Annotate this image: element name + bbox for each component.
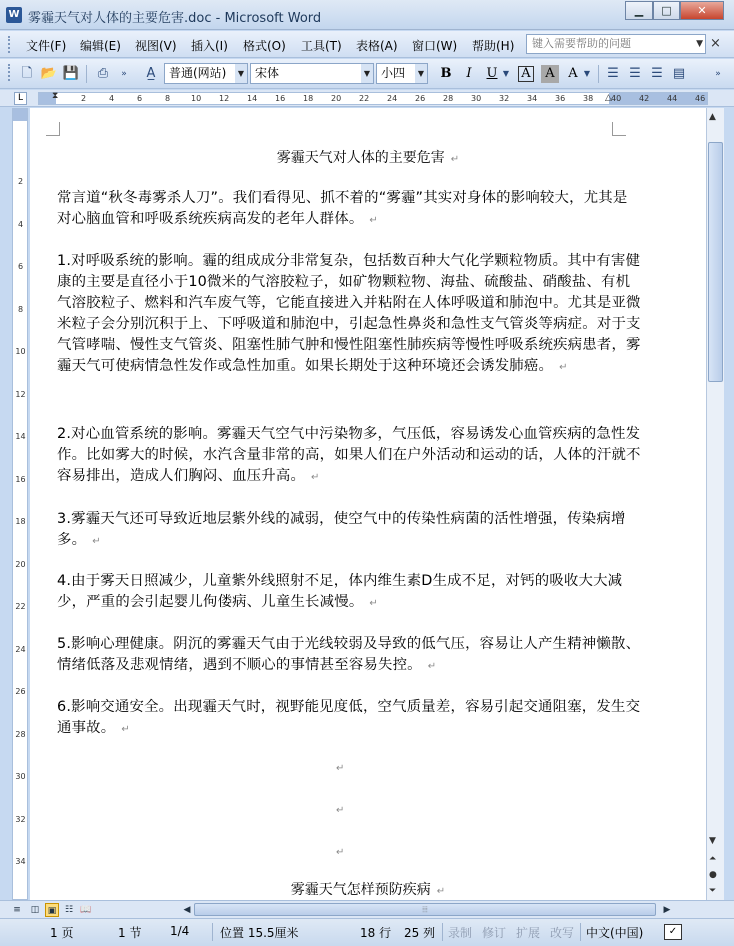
ruler-number: 4 bbox=[17, 219, 24, 229]
style-dropdown[interactable] bbox=[164, 63, 248, 84]
ruler-number: 34 bbox=[527, 94, 538, 103]
menu-edit[interactable]: 编辑(E) bbox=[80, 39, 121, 53]
styles-pane-icon[interactable]: A̲ bbox=[146, 66, 156, 81]
next-heading[interactable]: 雾霾天气怎样预防疾病 ↵ bbox=[290, 882, 446, 898]
ruler-number: 18 bbox=[303, 94, 314, 103]
chevron-down-icon[interactable]: ▼ bbox=[235, 64, 247, 83]
margin-corner-mark bbox=[46, 122, 60, 136]
normal-view-icon[interactable]: ≡ bbox=[13, 905, 21, 915]
text-effects-button[interactable]: A bbox=[568, 66, 578, 81]
status-page: 1 页 bbox=[50, 926, 74, 940]
status-section: 1 节 bbox=[118, 926, 142, 940]
paragraph[interactable]: 5.影响心理健康。阴沉的雾霾天气由于光线较弱及导致的低气压，容易让人产生精神懒散、情绪低落及悲观情绪，遇到不顺心的事情甚至容易失控。 ↵ bbox=[57, 636, 641, 673]
ruler-number: 38 bbox=[583, 94, 594, 103]
document-title[interactable]: 雾霾天气对人体的主要危害 ↵ bbox=[276, 150, 460, 166]
paragraph-mark: ↵ bbox=[369, 598, 378, 609]
paragraph-mark: ↵ bbox=[427, 661, 437, 672]
print-layout-view-icon[interactable]: ▣ bbox=[45, 903, 59, 917]
paragraph[interactable]: 2.对心血管系统的影响。雾霾天气空气中污染物多，气压低，容易诱发心血管疾病的急性发作。比如雾大的时候，水汽含量非常的高，如果人们在户外活动和运动的话，人体的汗就不容易排出，造成人们胸闷、血压升高。 ↵ bbox=[57, 426, 641, 484]
ruler-number: 2 bbox=[17, 177, 24, 186]
character-border-button[interactable]: A bbox=[518, 66, 534, 82]
paragraph-mark: ↵ bbox=[559, 362, 568, 373]
ruler-number: 10 bbox=[15, 347, 26, 356]
ruler-number: 2 bbox=[81, 94, 87, 103]
ruler-number: 46 bbox=[695, 94, 706, 103]
menu-table[interactable]: 表格(A) bbox=[356, 39, 398, 53]
reading-layout-view-icon[interactable]: 📖 bbox=[80, 905, 92, 915]
close-icon: ✕ bbox=[697, 4, 707, 17]
horizontal-scrollbar bbox=[0, 900, 734, 918]
ruler-number: 12 bbox=[219, 94, 230, 103]
document-page[interactable] bbox=[30, 108, 706, 900]
font-value: 宋体 bbox=[255, 66, 280, 80]
ruler-number: 26 bbox=[415, 94, 426, 103]
ruler-number: 28 bbox=[443, 94, 454, 103]
ruler-number: 44 bbox=[667, 94, 678, 103]
ruler-number: 32 bbox=[499, 94, 510, 103]
save-icon[interactable]: 💾 bbox=[62, 66, 80, 81]
bold-button[interactable]: B bbox=[440, 66, 452, 81]
ruler-number: 14 bbox=[247, 94, 258, 103]
align-center-icon[interactable]: ☰ bbox=[629, 66, 641, 81]
ruler-top-margin bbox=[13, 109, 27, 121]
ruler-number: 8 bbox=[17, 304, 24, 314]
chevron-down-icon[interactable]: ▼ bbox=[583, 69, 591, 78]
paragraph-mark: ↵ bbox=[121, 724, 130, 735]
ruler-number: 34 bbox=[15, 857, 26, 866]
toolbar-separator bbox=[598, 65, 599, 83]
ruler-number: 28 bbox=[15, 729, 26, 739]
new-doc-icon[interactable]: 🗋 bbox=[21, 66, 33, 81]
font-size-dropdown[interactable] bbox=[376, 63, 428, 84]
align-right-icon[interactable]: ☰ bbox=[651, 66, 663, 81]
ruler-number: 20 bbox=[15, 559, 26, 569]
chevron-down-icon[interactable]: ▼ bbox=[502, 69, 510, 78]
close-document-button[interactable]: × bbox=[710, 36, 721, 51]
horizontal-ruler[interactable] bbox=[38, 92, 708, 105]
status-track-changes[interactable]: 修订 bbox=[482, 926, 507, 940]
ruler-number: 22 bbox=[15, 602, 26, 611]
ruler-right-margin bbox=[609, 93, 707, 104]
toolbar-grip[interactable] bbox=[8, 36, 11, 53]
ruler-number: 30 bbox=[15, 772, 26, 781]
align-left-icon[interactable]: ☰ bbox=[607, 66, 619, 81]
ruler-number: 8 bbox=[165, 94, 171, 103]
indent-marker-icon[interactable]: ⧗ bbox=[52, 91, 59, 101]
vertical-scrollbar[interactable] bbox=[706, 108, 724, 900]
paragraph[interactable]: 1.对呼吸系统的影响。霾的组成成分非常复杂，包括数百种大气化学颗粒物质。其中有害健康的主要是直径小于10微米的气溶胶粒子，如矿物颗粒物、海盐、硫酸盐、硝酸盐、有机气溶胶粒子、燃料和汽车废气等，它能直接进入并粘附在人体呼吸道和肺泡中。尤其是亚微米粒子会分别沉积于上、下呼吸道和肺泡中，引起急性鼻炎和急性支气管炎等病症。对于支气管哮喘、慢性支气管炎、阻塞性肺气肿和慢性阻塞性肺疾病等慢性呼吸系统疾病患者，雾霾天气可使病情急性发作或急性加重。如果长期处于这种环境还会诱发肺癌。 ↵ bbox=[57, 253, 641, 374]
ruler-number: 32 bbox=[15, 814, 26, 824]
italic-button[interactable]: I bbox=[466, 66, 472, 81]
toolbar-separator bbox=[86, 65, 87, 83]
maximize-icon: □ bbox=[661, 4, 672, 17]
paragraph-mark: ↵ bbox=[311, 472, 320, 483]
status-separator bbox=[212, 923, 213, 941]
ruler-number: 30 bbox=[471, 94, 482, 103]
underline-button[interactable]: U bbox=[486, 66, 498, 81]
status-extend[interactable]: 扩展 bbox=[516, 926, 541, 940]
font-dropdown[interactable] bbox=[250, 63, 374, 84]
ruler-number: 22 bbox=[359, 94, 370, 103]
ruler-number: 40 bbox=[611, 94, 622, 103]
select-browse-object-icon[interactable]: ● bbox=[709, 870, 717, 880]
spelling-check-icon[interactable]: ✓ bbox=[664, 924, 682, 940]
scroll-down-icon[interactable]: ▼ bbox=[709, 836, 716, 846]
minimize-button[interactable] bbox=[625, 1, 653, 20]
ruler-number: 6 bbox=[17, 262, 24, 271]
paragraph[interactable]: 3.雾霾天气还可导致近地层紫外线的减弱，使空气中的传染性病菌的活性增强，传染病增多。 ↵ bbox=[57, 511, 626, 548]
toolbar-options-icon[interactable]: » bbox=[715, 69, 721, 79]
status-position: 位置 15.5厘米 bbox=[220, 926, 299, 940]
chevron-down-icon[interactable]: ▼ bbox=[361, 64, 373, 83]
status-language[interactable]: 中文(中国) bbox=[586, 926, 644, 940]
ruler-number: 6 bbox=[137, 94, 143, 103]
toolbar-options-icon[interactable]: » bbox=[121, 69, 127, 79]
help-search-input[interactable] bbox=[526, 34, 706, 54]
empty-paragraph-mark: ↵ bbox=[336, 847, 345, 858]
margin-corner-mark bbox=[612, 122, 626, 136]
ruler-number: 20 bbox=[331, 94, 342, 103]
word-doc-icon[interactable]: W bbox=[6, 7, 22, 23]
ruler-number: 18 bbox=[15, 517, 26, 526]
vertical-scroll-thumb[interactable] bbox=[708, 142, 723, 382]
status-line: 18 行 bbox=[360, 926, 392, 940]
next-page-icon[interactable]: ⏷ bbox=[709, 886, 717, 896]
print-icon[interactable]: ⎙ bbox=[97, 66, 109, 81]
web-layout-view-icon[interactable]: ◫ bbox=[30, 905, 40, 915]
menu-bar bbox=[0, 31, 734, 58]
ruler-number: 26 bbox=[15, 687, 26, 696]
menu-view[interactable]: 视图(V) bbox=[135, 39, 177, 53]
ruler-number: 36 bbox=[555, 94, 566, 103]
ruler-number: 12 bbox=[15, 389, 26, 399]
scroll-right-icon[interactable]: ▶ bbox=[663, 905, 671, 915]
chevron-down-icon[interactable]: ▼ bbox=[415, 64, 427, 83]
chevron-down-icon[interactable]: ▼ bbox=[696, 39, 703, 49]
menu-format[interactable]: 格式(O) bbox=[243, 39, 286, 53]
paragraph-mark: ↵ bbox=[436, 886, 446, 897]
close-button[interactable] bbox=[680, 1, 724, 20]
ruler-number: 10 bbox=[191, 94, 202, 103]
horizontal-scroll-thumb[interactable]: ⦙⦙⦙ bbox=[194, 903, 656, 916]
menu-help[interactable]: 帮助(H) bbox=[472, 39, 515, 53]
open-folder-icon[interactable]: 📂 bbox=[40, 66, 58, 81]
minimize-icon: ▁ bbox=[634, 4, 644, 17]
menu-window[interactable]: 窗口(W) bbox=[412, 39, 458, 53]
toolbar bbox=[0, 59, 734, 89]
status-pages: 1/4 bbox=[170, 924, 190, 938]
empty-paragraph-mark: ↵ bbox=[336, 763, 345, 774]
paragraph-mark: ↵ bbox=[450, 154, 460, 165]
status-separator bbox=[442, 923, 443, 941]
paragraph-mark: ↵ bbox=[369, 215, 378, 226]
ruler-number: 42 bbox=[639, 94, 650, 103]
empty-paragraph-mark: ↵ bbox=[336, 805, 345, 816]
status-bar bbox=[0, 918, 734, 946]
character-shading-button[interactable]: A bbox=[541, 65, 559, 83]
outline-view-icon[interactable]: ☷ bbox=[64, 905, 74, 915]
font-size-value: 小四 bbox=[381, 66, 406, 80]
paragraph-mark: ↵ bbox=[92, 536, 101, 547]
menu-insert[interactable]: 插入(I) bbox=[191, 39, 228, 53]
previous-page-icon[interactable]: ⏶ bbox=[709, 854, 717, 864]
status-overtype[interactable]: 改写 bbox=[550, 926, 575, 940]
status-separator bbox=[580, 923, 581, 941]
tab-selector-icon[interactable]: L bbox=[14, 92, 27, 105]
paragraph[interactable]: 4.由于雾天日照减少，儿童紫外线照射不足，体内维生素D生成不足，对钙的吸收大大减少，严重的会引起婴儿佝偻病、儿童生长减慢。 ↵ bbox=[57, 573, 623, 610]
status-record-macro[interactable]: 录制 bbox=[448, 926, 473, 940]
ruler-number: 16 bbox=[15, 474, 26, 484]
justify-icon[interactable]: ▤ bbox=[672, 66, 686, 81]
title-bar bbox=[0, 0, 734, 30]
paragraph[interactable]: 常言道“秋冬毒雾杀人刀”。我们看得见、抓不着的“雾霾”其实对身体的影响较大，尤其是对心脑血管和呼吸系统疾病高发的老年人群体。 ↵ bbox=[57, 190, 628, 227]
ruler-number: 4 bbox=[109, 94, 115, 103]
maximize-button[interactable] bbox=[653, 1, 680, 20]
horizontal-ruler-bar bbox=[0, 90, 734, 107]
style-value: 普通(网站) bbox=[169, 66, 227, 80]
toolbar-grip[interactable] bbox=[8, 64, 11, 81]
scroll-left-icon[interactable]: ◀ bbox=[183, 905, 191, 915]
vertical-ruler[interactable] bbox=[12, 108, 28, 900]
help-placeholder: 键入需要帮助的问题 bbox=[532, 37, 631, 50]
menu-tools[interactable]: 工具(T) bbox=[301, 39, 342, 53]
right-indent-marker-icon[interactable]: △ bbox=[605, 93, 612, 103]
scroll-up-icon[interactable]: ▲ bbox=[709, 112, 716, 122]
ruler-number: 16 bbox=[275, 94, 286, 103]
status-column: 25 列 bbox=[404, 926, 436, 940]
window-title: 雾霾天气对人体的主要危害.doc - Microsoft Word bbox=[28, 11, 322, 26]
ruler-number: 14 bbox=[15, 432, 26, 441]
ruler-number: 24 bbox=[15, 644, 26, 654]
menu-file[interactable]: 文件(F) bbox=[26, 39, 67, 53]
paragraph[interactable]: 6.影响交通安全。出现霾天气时，视野能见度低，空气质量差，容易引起交通阻塞，发生交通事故。 ↵ bbox=[57, 699, 641, 736]
ruler-number: 24 bbox=[387, 94, 398, 103]
